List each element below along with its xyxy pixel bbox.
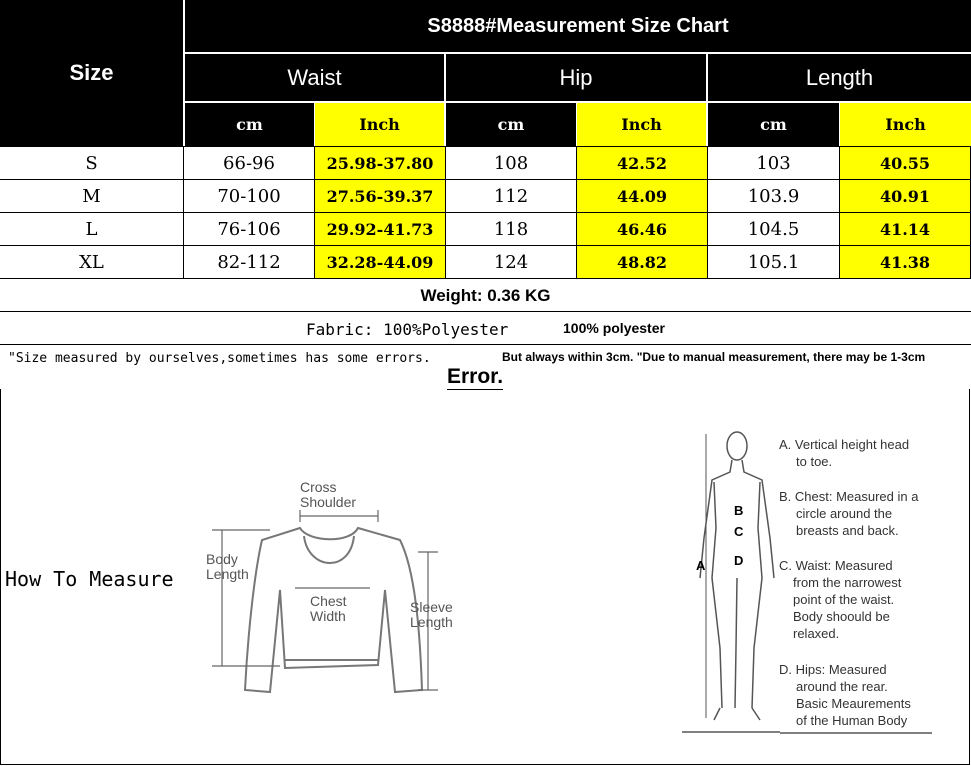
table-cell: 46.46 [577,213,708,246]
unit-length-inch: Inch [840,103,971,146]
table-cell: 108 [446,147,577,180]
fabric-sans: 100% polyester [563,320,665,336]
table-cell: 40.91 [840,180,971,213]
label-chest-width: Chest Width [310,593,347,624]
table-cell: 44.09 [577,180,708,213]
table-cell: 29.92-41.73 [315,213,446,246]
label-sleeve-length: Sleeve Length [410,599,453,630]
table-cell: 70-100 [184,180,315,213]
group-length: Length [708,54,971,101]
table-cell: 82-112 [184,246,315,279]
unit-waist-cm: cm [185,103,314,146]
note-row [0,345,971,389]
grid-top-line [0,146,971,147]
label-cross-shoulder: Cross Shoulder [300,479,357,510]
table-cell: 66-96 [184,147,315,180]
unit-length-cm: cm [708,103,839,146]
table-cell: 41.14 [840,213,971,246]
table-cell: 48.82 [577,246,708,279]
fabric-row [0,312,971,345]
size-cell: XL [0,246,184,279]
size-cell: L [0,213,184,246]
note-tail: Error. [447,365,504,388]
note-b: B. Chest: Measured in a circle around the breasts and back. [779,489,919,538]
body-letter-a: A [696,558,706,573]
note-d: D. Hips: Measured around the rear. Basic Meaurements of the Human Body [779,662,911,728]
fabric-mono: Fabric: 100%Polyester [306,320,509,339]
table-cell: 40.55 [840,147,971,180]
table-cell: 105.1 [708,246,840,279]
table-cell: 103.9 [708,180,840,213]
table-cell: 104.5 [708,213,840,246]
table-cell: 76-106 [184,213,315,246]
group-waist: Waist [185,54,444,101]
table-cell: 124 [446,246,577,279]
body-letter-c: C [734,524,744,539]
label-body-length: Body Length [206,551,249,582]
table-cell: 118 [446,213,577,246]
size-header: Size [0,0,183,146]
body-letter-d: D [734,553,744,568]
unit-waist-inch: Inch [315,103,444,146]
body-diagram [680,428,780,733]
unit-hip-cm: cm [446,103,576,146]
note-sans: But always within 3cm. "Due to manual measurement, there may be 1-3cm [502,350,926,364]
weight-row: Weight: 0.36 KG [0,280,971,312]
table-cell: 41.38 [840,246,971,279]
unit-hip-inch: Inch [577,103,706,146]
group-hip: Hip [446,54,706,101]
body-baseline [780,732,932,734]
note-mono: "Size measured by ourselves,sometimes has some errors. [8,351,431,366]
size-cell: S [0,147,184,180]
how-to-measure-label: How To Measure [5,567,174,591]
note-c: C. Waist: Measured from the narrowest point of the waist. Body shoould be relaxed. [779,558,902,641]
table-cell: 103 [708,147,840,180]
body-letter-b: B [734,503,744,518]
size-cell: M [0,180,184,213]
table-cell: 32.28-44.09 [315,246,446,279]
chart-title: S8888#Measurement Size Chart [185,0,971,52]
table-cell: 27.56-39.37 [315,180,446,213]
table-cell: 25.98-37.80 [315,147,446,180]
note-a: A. Vertical height head to toe. [779,437,910,469]
table-cell: 42.52 [577,147,708,180]
table-cell: 112 [446,180,577,213]
